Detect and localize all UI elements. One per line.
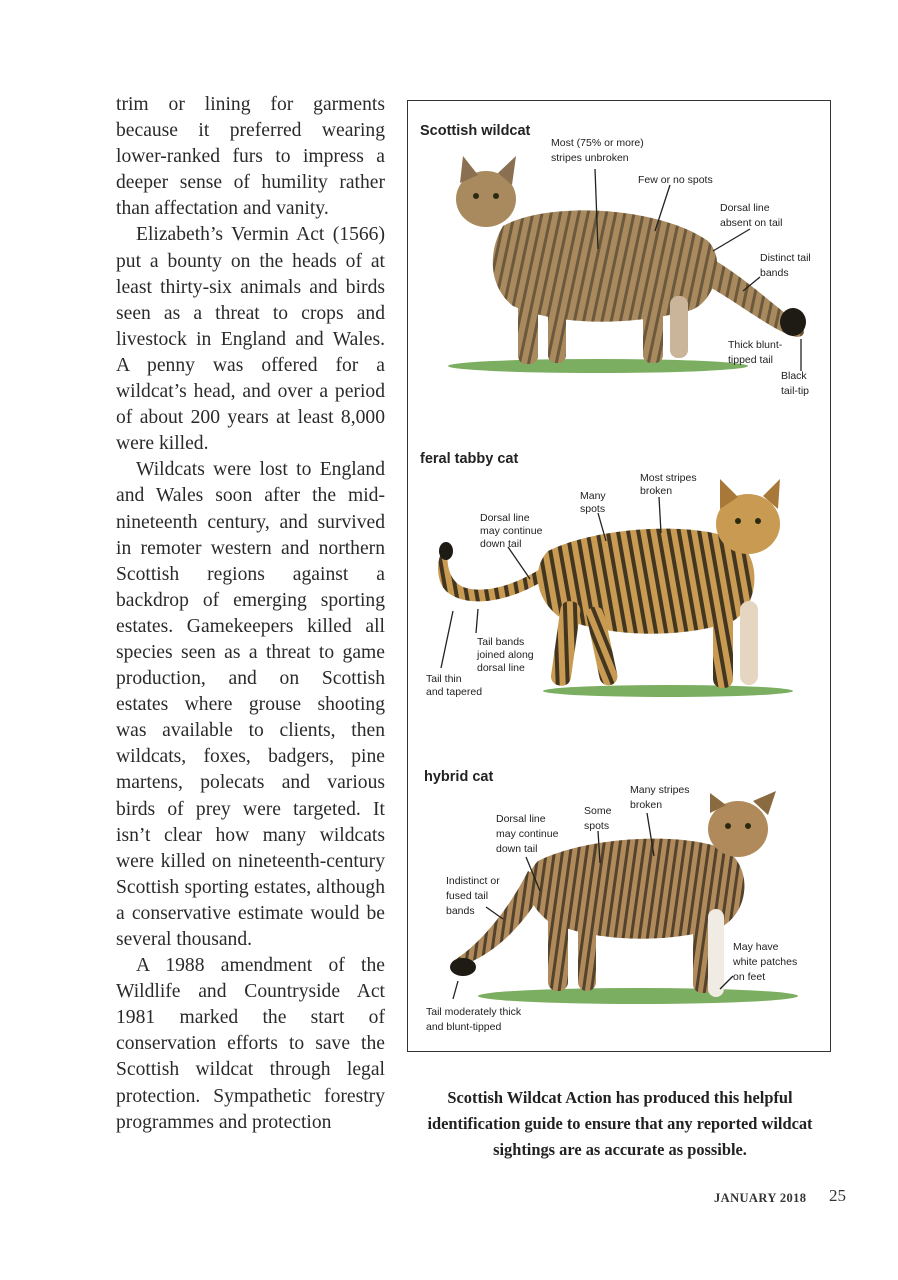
label: white patches bbox=[733, 956, 798, 968]
leg bbox=[643, 299, 663, 363]
scottish-wildcat-section bbox=[420, 123, 811, 397]
label: stripes unbroken bbox=[551, 152, 629, 164]
label: bands bbox=[446, 905, 475, 917]
label: may continue bbox=[480, 525, 543, 537]
label: broken bbox=[630, 799, 663, 811]
pointer-line bbox=[659, 497, 661, 533]
eye bbox=[755, 518, 761, 524]
pointer-line bbox=[713, 229, 750, 251]
label: on feet bbox=[733, 971, 766, 983]
label: Black bbox=[781, 370, 807, 382]
article-paragraph: Elizabeth’s Vermin Act (1566) put a bounty on the heads of at least thirty-six animals and birds seen as a threat to crops and livestock in England and Wales. A penny was offered for a wildcat’s head, and over a period of about 200 years at least 8,000 were killed. bbox=[116, 224, 385, 455]
label: absent on tail bbox=[720, 217, 783, 229]
section-title: hybrid cat bbox=[424, 769, 494, 785]
label: Tail moderately thick bbox=[426, 1006, 522, 1018]
hybrid-cat-section bbox=[424, 769, 798, 1033]
white-foot-leg bbox=[708, 909, 724, 997]
leg bbox=[713, 606, 733, 688]
label: tail-tip bbox=[781, 385, 810, 397]
article-paragraph: trim or lining for garments because it preferred wearing lower-ranked furs to impress a deeper sense of humility rather than affectation and vanity. bbox=[116, 94, 385, 220]
label: and tapered bbox=[426, 686, 483, 698]
label: spots bbox=[580, 503, 606, 515]
leg bbox=[578, 911, 596, 991]
pointer-line bbox=[508, 547, 530, 579]
leg bbox=[548, 301, 566, 363]
tail-tip bbox=[450, 958, 476, 976]
article-paragraph: A 1988 amendment of the Wildlife and Countryside Act 1981 marked the start of conservation efforts to save the Scottish wildcat through legal protection. Sympathetic forestry programmes and protection bbox=[116, 955, 385, 1133]
label: fused tail bbox=[446, 890, 489, 902]
label: Dorsal line bbox=[480, 512, 530, 524]
eye bbox=[725, 823, 731, 829]
label: Most stripes bbox=[640, 472, 697, 484]
label: down tail bbox=[480, 538, 522, 550]
label: tipped tail bbox=[728, 354, 773, 366]
label: Few or no spots bbox=[638, 174, 713, 186]
label: Some bbox=[584, 805, 612, 817]
label: and blunt-tipped bbox=[426, 1021, 502, 1033]
label: Indistinct or bbox=[446, 875, 500, 887]
label: Thick blunt- bbox=[728, 339, 783, 351]
eye bbox=[493, 193, 499, 199]
label: down tail bbox=[496, 843, 538, 855]
wildcat-identification-guide bbox=[407, 100, 831, 1052]
label: spots bbox=[584, 820, 610, 832]
eye bbox=[473, 193, 479, 199]
label: Many bbox=[580, 490, 606, 502]
label: joined along bbox=[477, 649, 534, 661]
article-paragraph: Wildcats were lost to England and Wales soon after the mid-nineteenth century, and survived in remoter western and northern Scottish regions against a backdrop of emerging sporting estates. Gamekeepers killed all species seen as a threat to game production, and on Scottish estates where grouse shooting was available to clients, then wildcats, foxes, badgers, pine martens, polecats and various birds of prey were targeted. It isn’t clear how many wildcats were killed on nineteenth-century Scottish sporting estates, although a conservative estimate would be several thousand. bbox=[116, 459, 385, 950]
leg bbox=[548, 906, 568, 991]
leg bbox=[740, 601, 758, 685]
pointer-line bbox=[453, 981, 458, 999]
black-tail-tip bbox=[780, 308, 806, 336]
figure-caption: Scottish Wildcat Action has produced this helpful identification guide to ensure that any reported wildcat sightings are as accurate as possible. bbox=[427, 1088, 813, 1159]
pointer-line bbox=[486, 907, 503, 919]
grass bbox=[478, 988, 798, 1004]
label: may continue bbox=[496, 828, 559, 840]
label: Distinct tail bbox=[760, 252, 811, 264]
eye bbox=[745, 823, 751, 829]
leg bbox=[670, 296, 688, 358]
label: bands bbox=[760, 267, 789, 279]
pointer-line bbox=[441, 611, 453, 668]
eye bbox=[735, 518, 741, 524]
grass bbox=[448, 359, 748, 373]
footer-issue-date: JANUARY 2018 bbox=[714, 1191, 807, 1205]
label: Most (75% or more) bbox=[551, 137, 644, 149]
grass bbox=[543, 685, 793, 697]
pointer-line bbox=[476, 609, 478, 633]
section-title: Scottish wildcat bbox=[420, 123, 531, 139]
label: Tail bands bbox=[477, 636, 525, 648]
label: dorsal line bbox=[477, 662, 525, 674]
feral-tabby-section bbox=[420, 451, 793, 698]
label: Dorsal line bbox=[720, 202, 770, 214]
tail-tip bbox=[439, 542, 453, 560]
label: Dorsal line bbox=[496, 813, 546, 825]
article-text-column bbox=[116, 92, 385, 1136]
page-number: 25 bbox=[829, 1186, 846, 1205]
label: Tail thin bbox=[426, 673, 462, 685]
label: Many stripes bbox=[630, 784, 690, 796]
label: May have bbox=[733, 941, 779, 953]
section-title: feral tabby cat bbox=[420, 451, 519, 467]
leg bbox=[518, 296, 538, 364]
label: broken bbox=[640, 485, 673, 497]
